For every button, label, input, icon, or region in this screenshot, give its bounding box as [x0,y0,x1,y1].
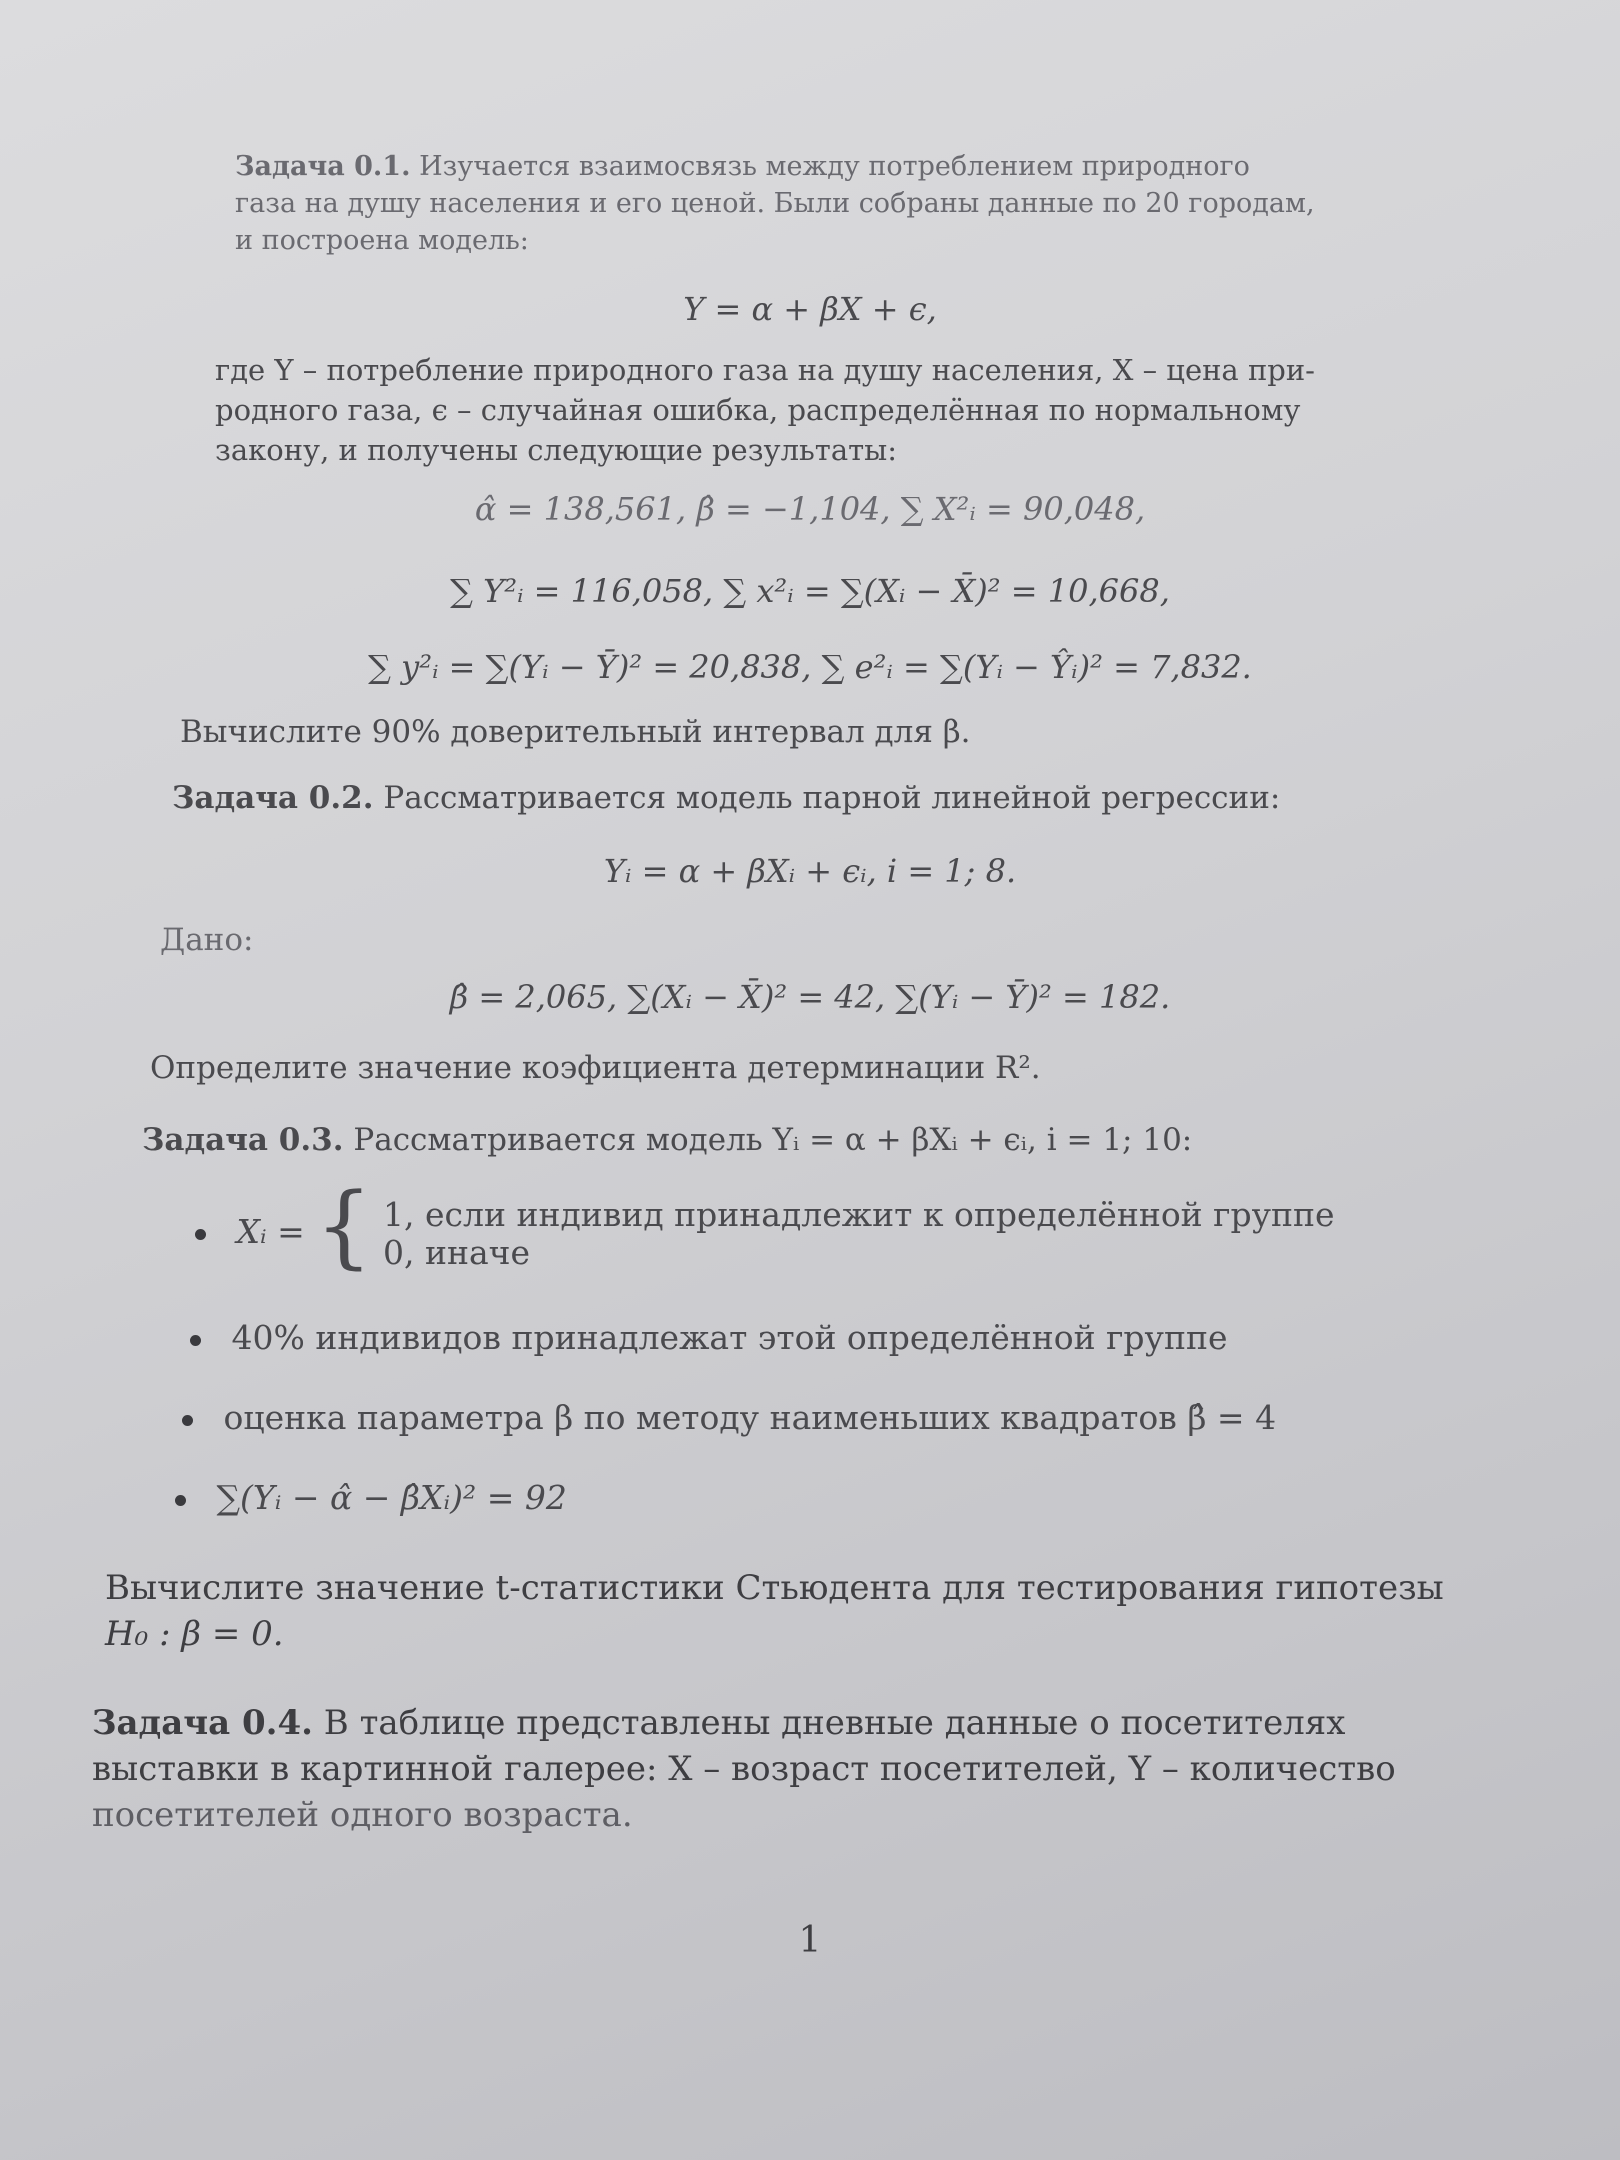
task3-b4-text: ∑(Yᵢ − α̂ − β̂Xᵢ)² = 92 [216,1478,567,1517]
task4-line3: посетителей одного возраста. [92,1795,633,1835]
task2-data-equation: β̂ = 2,065, ∑(Xᵢ − X̄)² = 42, ∑(Yᵢ − Ȳ)² = 182. [449,978,1171,1016]
bullet-dot [195,1229,206,1240]
task4-line1: В таблице представлены дневные данные о посетителях [323,1703,1346,1743]
task1-question: Вычислите 90% доверительный интервал для β. [180,714,971,750]
task3-bullet-4 [175,1478,567,1517]
task1-model-equation: Y = α + βX + ϵ, [683,290,937,328]
task2-given: Дано: [160,922,254,958]
task4-heading: Задача 0.4. [92,1703,313,1743]
task1-where [215,350,1395,470]
task2-heading: Задача 0.2. [172,780,374,816]
task1-results-line2: ∑ Y²ᵢ = 116,058, ∑ x²ᵢ = ∑(Xᵢ − X̄)² = 10,668, [450,572,1170,610]
task3-b1-lhs: Xᵢ = [236,1212,305,1251]
task2-question: Определите значение коэфициента детерминации R². [150,1050,1041,1086]
left-brace-icon: { [315,1174,373,1279]
task2-intro-text: Рассматривается модель парной линейной регрессии: [383,780,1281,816]
task1-line3: и построена модель: [235,225,529,256]
task3-bullet-1 [195,1174,1335,1279]
task1-where-line3: закону, и получены следующие результаты: [215,433,898,467]
task3-heading: Задача 0.3. [142,1122,344,1158]
task1-results-line1: α̂ = 138,561, β̂ = −1,104, ∑ X²ᵢ = 90,048, [474,490,1146,528]
task3-b2-text: 40% индивидов принадлежат этой определённой группе [231,1318,1228,1357]
task3-b1-case2: 0, иначе [383,1233,531,1272]
bullet-dot [182,1415,193,1426]
task3-bullet-2 [190,1318,1227,1357]
task1-heading: Задача 0.1. [235,151,411,182]
task3-question-line1: Вычислите значение t-статистики Стьюдента для тестирования гипотезы [105,1568,1444,1608]
task1-line1: Изучается взаимосвязь между потреблением природного [419,151,1250,182]
bullet-dot [175,1495,186,1506]
task1-line2: газа на душу населения и его ценой. Были собраны данные по 20 городам, [235,188,1315,219]
task3-bullet-3 [182,1398,1276,1437]
task4-text [92,1700,1532,1838]
page-number: 1 [798,1920,822,1961]
task1-results-line3: ∑ y²ᵢ = ∑(Yᵢ − Ȳ)² = 20,838, ∑ e²ᵢ = ∑(Yᵢ − Ŷᵢ)² = 7,832. [368,648,1252,686]
task2-intro [172,778,1432,818]
task3-b3-text: оценка параметра β по методу наименьших квадратов β̂ = 4 [223,1398,1277,1437]
task2-model-equation: Yᵢ = α + βXᵢ + ϵᵢ, i = 1; 8. [603,852,1017,890]
task3-b1-case1: 1, если индивид принадлежит к определённой группе [383,1195,1335,1234]
bullet-dot [190,1335,201,1346]
task3-intro-text: Рассматривается модель Yᵢ = α + βXᵢ + ϵᵢ, i = 1; 10: [353,1122,1193,1158]
task1-where-line1: где Y – потребление природного газа на душу населения, X – цена при- [215,353,1315,387]
task3-question-line2: H₀ : β = 0. [105,1614,284,1654]
task3-intro [142,1120,1462,1160]
task1-intro [235,148,1375,259]
task4-line2: выставки в картинной галерее: X – возраст посетителей, Y – количество [92,1749,1396,1789]
task1-where-line2: родного газа, ϵ – случайная ошибка, распределённая по нормальному [215,393,1301,427]
task3-question [105,1565,1505,1657]
task3-b1-cases [383,1196,1334,1272]
